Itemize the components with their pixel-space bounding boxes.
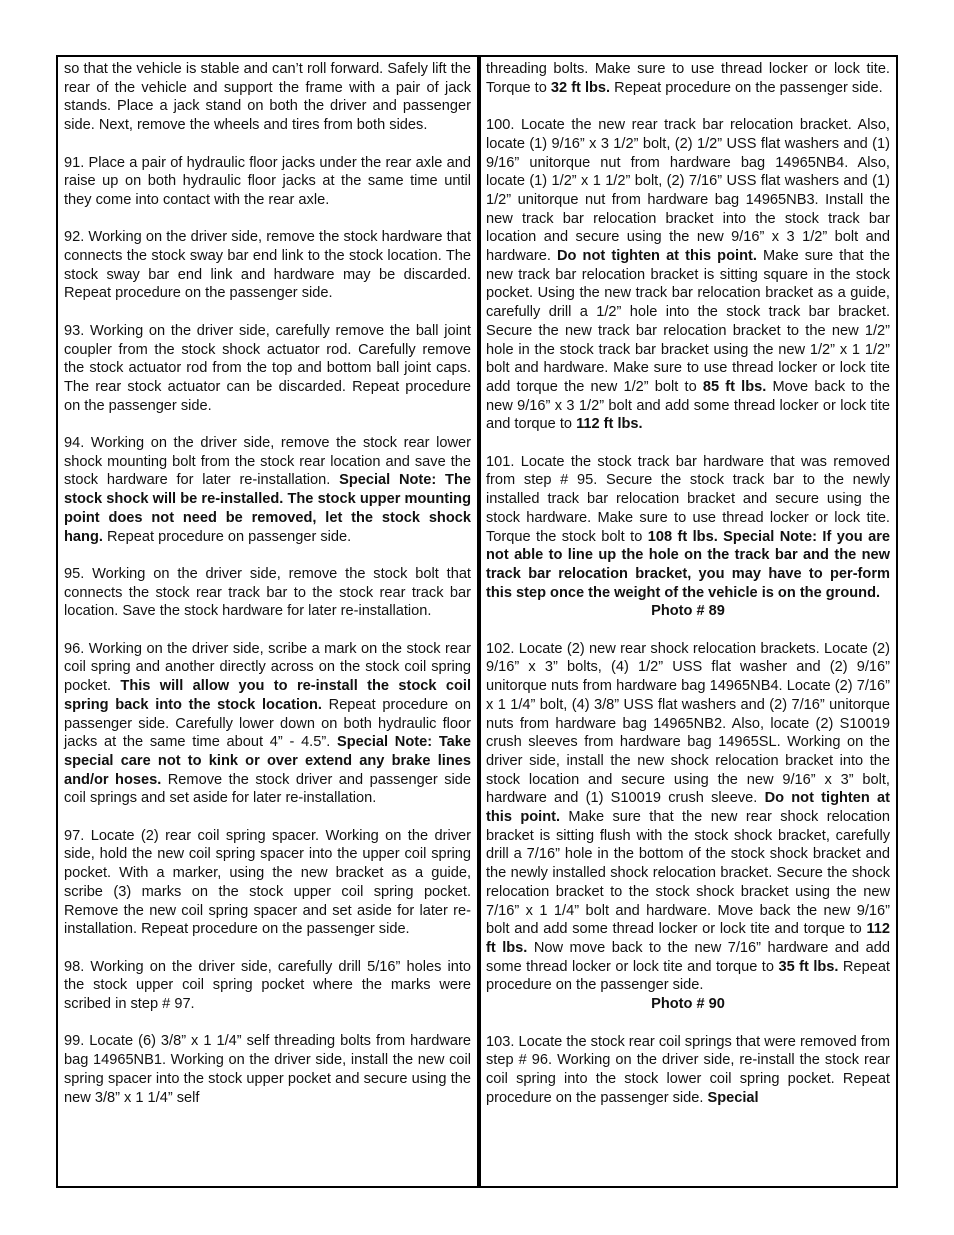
instruction-paragraph [486,1033,890,1108]
instruction-paragraph [64,154,471,210]
bold-text-run: Special Note: The stock shock will be re-installed. The stock upper mounting point does not need be removed, let the stock shock hang. [64,472,471,545]
instruction-paragraph [486,60,890,97]
bold-text-run: Do not tighten at this point. [486,790,890,826]
instruction-paragraph [64,565,471,621]
bold-text-run: Special [707,1089,759,1106]
text-run: Now move back to the new 7/16” hardware and add some thread locker or lock tite and torque to [486,940,890,975]
bold-text-run: Do not tighten at this point. [557,248,757,265]
text-run: Remove the stock driver and passenger side coil springs and set aside for later re-installation. [64,771,471,807]
bold-text-run: 112 ft lbs. [576,416,643,433]
instruction-paragraph [64,1032,471,1107]
instruction-paragraph [64,827,471,939]
text-run: threading bolts. Make sure to use thread locker or lock tite. Torque to [486,61,890,96]
text-run: 98. Working on the driver side, carefully drill 5/16” holes into the stock upper coil spring pocket where the marks were scribed in step # 97. [64,958,471,1013]
text-run: 94. Working on the driver side, remove the stock rear lower shock mounting bolt from the stock rear location and save the stock hardware for later re-installation. [64,435,471,489]
text-run: 103. Locate the stock rear coil springs that were removed from step # 96. Working on the driver side, re-install the stock rear coil spring into the stock lower coil spring pocket. Repeat procedure on the passenger side. [486,1033,890,1106]
instruction-paragraph [486,453,890,621]
left-column [58,57,477,1186]
instruction-paragraph [64,434,471,546]
text-run: 97. Locate (2) rear coil spring spacer. Working on the driver side, hold the new coil spring spacer into the upper coil spring pocket. With a marker, using the new bracket as a guide, scribe (3) marks on the stock upper coil spring pocket. Remove the new coil spring spacer and set aside for later re-installation. Repeat procedure on the passenger side. [64,827,471,938]
text-run: Make sure that the new track bar relocation bracket is sitting square in the stock pocket. Using the new track bar relocation bracket as a guide, carefully drill a 1/2” hole into the stock track bar bracket. Secure the new track bar relocation bracket to the new 1/2” hole in the stock track bar bracket using the new 1/2” x 1 1/2” bolt and hardware. Make sure to use thread locker or lock tite add torque the new 1/2” bolt to [486,248,890,395]
instruction-paragraph [64,228,471,303]
text-run: 91. Place a pair of hydraulic floor jacks under the rear axle and raise up on both hydraulic floor jacks at the same time until they come into contact with the rear axle. [64,154,471,208]
instruction-paragraph [486,640,890,1014]
text-run: Repeat procedure on the passenger side. [486,958,890,994]
instruction-paragraph [64,60,471,135]
bold-text-run: Special Note: Take special care not to kink or over extend any brake lines and/or hoses. [64,734,471,788]
instruction-paragraph [486,116,890,434]
text-run: 95. Working on the driver side, remove the stock bolt that connects the stock rear track bar to the stock rear track bar location. Save the stock hardware for later re-installation. [64,565,471,620]
text-run: Move back to the new 9/16” x 3 1/2” bolt and add some thread locker or lock tite and torque to [486,378,890,433]
text-run: Make sure that the new rear shock relocation bracket is sitting flush with the stock shock bracket, carefully drill a 7/16” hole in the bottom of the stock shock bracket and the newly installed shock relocation bracket. Secure the shock relocation bracket to the stock shock bracket using the new 7/16” x 1 1/4” bolt and hardware. Move back the new 9/16” bolt and add some thread locker or lock tite and torque to [486,809,890,938]
text-run: 102. Locate (2) new rear shock relocation brackets. Locate (2) 9/16” x 3” bolts, (4) 1/2” USS flat washer and (2) 9/16” unitorque nuts from hardware bag 14965NB4. Locate (2) 7/16” x 1 1/4” bolt, (4) 3/8” USS flat washers and (2) 7/16” unitorque nuts from hardware bag 14965NB2. Also, locate (2) S10019 crush sleeves from hardware bag 14965SL. Working on the driver side, install the new shock relocation bracket into the stock location and secure using the new 9/16” x 3” bolt, hardware and (1) S10019 crush sleeve. [486,640,890,807]
instruction-paragraph [64,640,471,808]
bold-text-run: 85 ft lbs. [702,378,767,395]
right-column [481,57,896,1186]
instruction-page-frame [56,55,898,1188]
text-run: so that the vehicle is stable and can’t roll forward. Safely lift the rear of the vehicle and support the frame with a pair of jack stands. Place a jack stand on both the driver and passenger side. Next, remove the wheels and tires from both sides. [64,61,471,134]
text-run: Repeat procedure on passenger side. Carefully lower down on both hydraulic floor jacks at the same time about 4” - 4.5”. [64,696,472,751]
text-run: 92. Working on the driver side, remove the stock hardware that connects the stock sway bar end link to the stock location. The stock sway bar end link and hardware may be discarded. Repeat procedure on the passenger side. [64,229,471,302]
text-run: 100. Locate the new rear track bar relocation bracket. Also, locate (1) 9/16” x 3 1/2” bolt, (2) 1/2” USS flat washers and (1) 9/16” unitorque nut from hardware bag 14965NB4. Also, locate (1) 1/2” x 1 1/2” bolt, (2) 7/16” USS flat washers and (1) 1/2” unitorque nut from hardware bag 14965NB3. Install the new track bar relocation bracket into the stock track bar location and secure using the new 9/16” x 3 1/2” bolt and hardware. [486,117,890,265]
bold-text-run: 112 ft lbs. [486,921,890,956]
text-run: Repeat procedure on passenger side. [102,528,352,545]
bold-text-run: 32 ft lbs. [550,79,611,96]
text-run: 93. Working on the driver side, carefully remove the ball joint coupler from the stock shock actuator rod. Carefully remove the stock actuator rod from the top and bottom ball joint caps. The rear stock actuator can be discarded. Repeat procedure on the passenger side. [64,322,471,414]
text-run: 96. Working on the driver side, scribe a mark on the stock rear coil spring and another directly across on the stock coil spring pocket. [64,640,471,695]
bold-text-run: 35 ft lbs. [778,958,839,975]
photo-reference: Photo # 90 [651,996,725,1013]
text-run: 101. Locate the stock track bar hardware that was removed from step # 95. Secure the stock track bar to the newly installed track bar relocation bracket and secure using the stock hardware. Make sure to use thread locker or lock tite. Torque the stock bolt to [486,453,890,545]
instruction-paragraph [64,322,471,416]
text-run: 99. Locate (6) 3/8” x 1 1/4” self threading bolts from hardware bag 14965NB1. Working on the driver side, install the new coil spring spacer into the stock upper pocket and secure using the new 3/8” x 1 1/4” self [64,1033,471,1106]
photo-reference: Photo # 89 [651,603,725,620]
text-run: Repeat procedure on the passenger side. [610,79,883,96]
bold-text-run: This will allow you to re-install the stock coil spring back into the stock location. [64,678,471,713]
bold-text-run: 108 ft lbs. Special Note: If you are not able to line up the hole on the track bar and the new track bar relocation bracket, you may have to per-form this step once the weight of the vehicle is on the ground. [486,528,890,601]
instruction-paragraph [64,958,471,1014]
